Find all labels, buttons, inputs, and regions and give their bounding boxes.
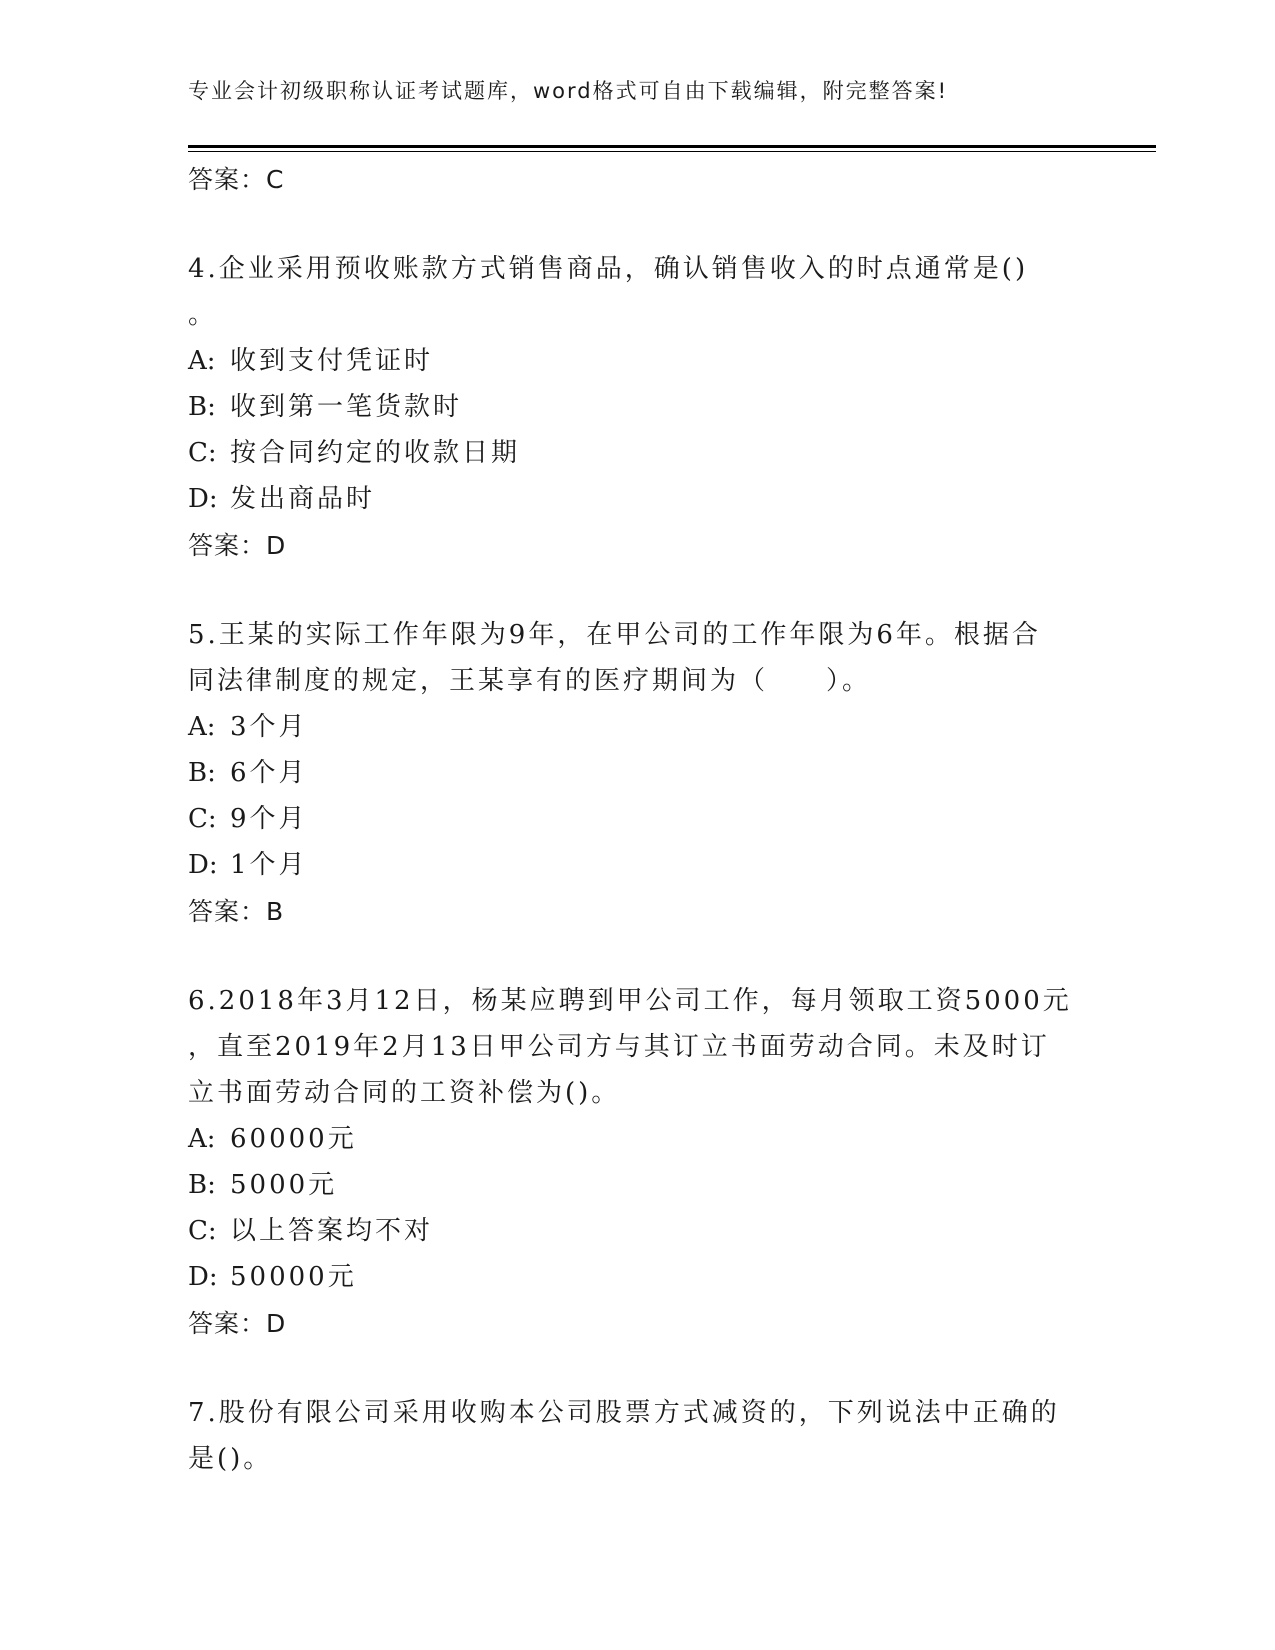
option-text: 发出商品时 (230, 484, 376, 514)
option-d (188, 842, 1088, 888)
question-5 (188, 612, 1088, 936)
answer-prev: 答案：C (188, 165, 285, 194)
option-a (188, 1116, 1088, 1162)
option-key: D: (188, 850, 218, 880)
option-text: 60000元 (230, 1124, 357, 1154)
question-stem-line: 5.王某的实际工作年限为9年，在甲公司的工作年限为6年。根据合 (188, 620, 1041, 650)
option-key: C: (188, 804, 217, 834)
header-rule (188, 145, 1156, 148)
question-4 (188, 246, 1088, 570)
option-c (188, 1208, 1088, 1254)
option-b (188, 1162, 1088, 1208)
answer: 答案：D (188, 531, 287, 560)
option-text: 按合同约定的收款日期 (230, 438, 521, 468)
option-c (188, 430, 1088, 476)
question-stem-line: 立书面劳动合同的工资补偿为()。 (188, 1078, 621, 1108)
question-stem-line: ，直至2019年2月13日甲公司方与其订立书面劳动合同。未及时订 (188, 1032, 1050, 1062)
option-a (188, 338, 1088, 384)
option-key: B: (188, 758, 216, 788)
option-c (188, 796, 1088, 842)
option-text: 收到第一笔货款时 (230, 392, 463, 422)
option-key: A: (188, 1124, 216, 1154)
page-header: 专业会计初级职称认证考试题库，word格式可自由下载编辑，附完整答案! (188, 79, 949, 103)
option-text: 6个月 (230, 758, 308, 788)
option-d (188, 476, 1088, 522)
option-text: 3个月 (230, 712, 308, 742)
option-text: 收到支付凭证时 (230, 346, 434, 376)
question-stem-line: 7.股份有限公司采用收购本公司股票方式减资的，下列说法中正确的 (188, 1398, 1060, 1428)
option-key: C: (188, 1216, 217, 1246)
document-body (188, 156, 1088, 1482)
option-key: A: (188, 712, 216, 742)
answer: 答案：D (188, 1309, 287, 1338)
option-b (188, 750, 1088, 796)
option-key: A: (188, 346, 216, 376)
question-stem-line: 4.企业采用预收账款方式销售商品，确认销售收入的时点通常是() (188, 254, 1029, 284)
answer: 答案：B (188, 897, 285, 926)
option-a (188, 704, 1088, 750)
question-stem-line: 6.2018年3月12日，杨某应聘到甲公司工作，每月领取工资5000元 (188, 986, 1072, 1016)
option-text: 以上答案均不对 (230, 1216, 434, 1246)
option-text: 1个月 (230, 850, 308, 880)
option-text: 5000元 (230, 1170, 338, 1200)
option-b (188, 384, 1088, 430)
question-stem-line: 是()。 (188, 1444, 273, 1474)
option-d (188, 1254, 1088, 1300)
question-7 (188, 1390, 1088, 1482)
header-rule-thin (188, 151, 1156, 152)
option-text: 9个月 (230, 804, 308, 834)
option-text: 50000元 (230, 1262, 357, 1292)
option-key: C: (188, 438, 217, 468)
question-stem-line: 。 (188, 300, 218, 330)
question-stem-line: 同法律制度的规定，王某享有的医疗期间为（ ）。 (188, 666, 872, 696)
option-key: D: (188, 484, 218, 514)
question-6 (188, 978, 1088, 1348)
option-key: B: (188, 1170, 216, 1200)
option-key: D: (188, 1262, 218, 1292)
option-key: B: (188, 392, 216, 422)
